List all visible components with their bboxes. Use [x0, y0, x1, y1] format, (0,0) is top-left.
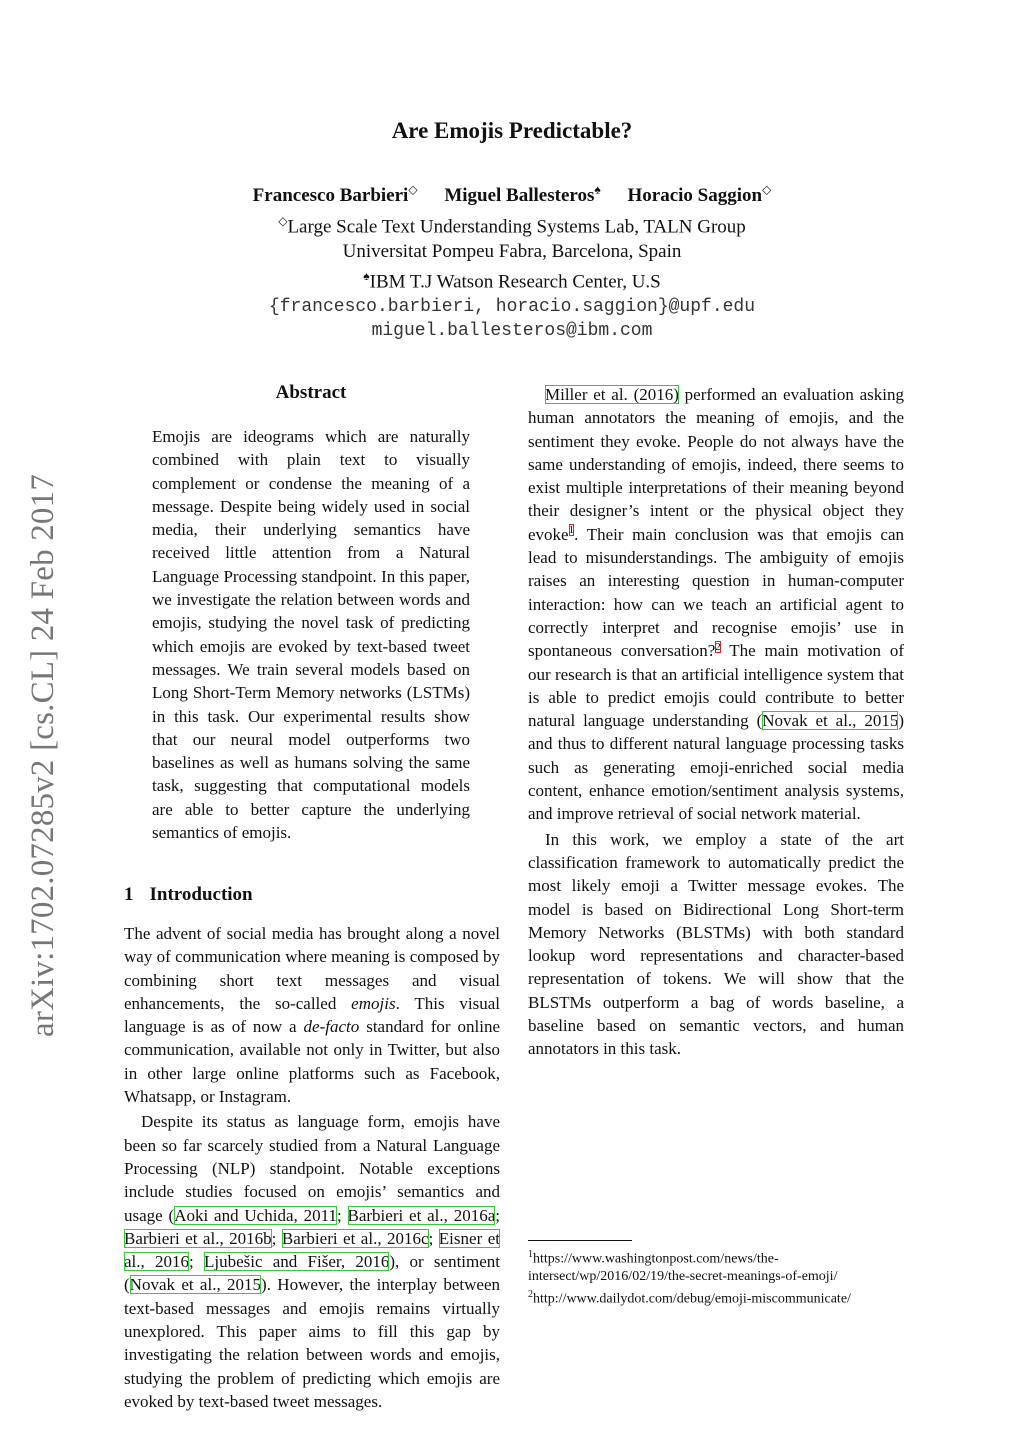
intro-paragraph-2: Despite its status as language form, emojis have been so far scarcely studied from a Natural Language Processing (NLP) standpoint. Notable exceptions include studies focused on emojis’ semantics and usage (Aoki and Uchida, 2011; Barbieri et al., 2016a; Barbieri et al., 2016b; Barbieri et al., 2016c; Eisner et al., 2016; Ljubešic and Fišer, 2016), or sentiment (Novak et al., 2015). However, the interplay between text-based messages and emojis remains virtually unexplored. This paper aims to fill this gap by investigating the relation between words and emojis, studying the problem of predicting which emojis are evoked by text-based tweet messages.	[124, 1112, 501, 1411]
paper-title: Are Emojis Predictable?	[391, 118, 633, 143]
citation-link[interactable]: Barbieri et al., 2016a	[347, 1205, 496, 1225]
intro-paragraph-3: Miller et al. (2016) performed an evaluation asking human annotators the meaning of emojis, and the sentiment they evoke. People do not always have the same understanding of emojis, indeed, there seems to exist multiple interpretations of their meaning beyond their designer’s intent or the physical object they evoke$^1$. Their main conclusion was that emojis can lead to misunderstandings. The ambiguity of emojis raises an interesting question in human-computer interaction: how can we teach an artificial agent to correctly interpret and recognise emojis’ use in spontaneous conversation?$^2$ The main motivation of our research is that an artificial intelligence system that is able to predict emojis could contribute to better natural language understanding (Novak et al., 2015) and thus to different natural language processing tasks such as generating emoji-enriched social media content, enhance emotion/sentiment analysis systems, and improve retrieval of social network material.	[528, 385, 905, 824]
footnote-link[interactable]: 2	[715, 640, 721, 653]
citation-link[interactable]: Barbieri et al., 2016b	[124, 1228, 272, 1248]
citation-link[interactable]: Aoki and Uchida, 2011	[174, 1205, 337, 1225]
citation-link[interactable]: Miller et al. (2016)	[545, 385, 679, 404]
author: Francesco Barbieri◇	[252, 183, 418, 207]
email-ibm: miguel.ballesteros@ibm.com	[371, 321, 653, 342]
intro-right-column	[528, 383, 904, 1061]
abstract-text: Emojis are ideograms which are naturally combined with plain text to visually complement or condense the meaning of a message. Despite being widely used in social media, their underlying semantics have received little attention from a Natural Language Processing standpoint. In this paper, we investigate the relation between words and emojis, studying the novel task of predicting which emojis are evoked by text-based tweet messages. We train several models based on Long Short-Term Memory networks (LSTMs) in this task. Our experimental results show that our neural model outperforms two baselines as well as humans solving the same task, suggesting that computational models are able to better capture the underlying semantics of emojis.	[152, 427, 470, 843]
author-names	[0, 178, 1024, 209]
affiliation-1-location: Universitat Pompeu Fabra, Barcelona, Spain	[342, 240, 682, 262]
author-block	[0, 178, 1024, 344]
citation-link[interactable]: Eisner et al., 2016	[124, 1228, 500, 1272]
author: Horacio Saggion◇	[627, 183, 772, 207]
footnotes	[528, 1246, 908, 1308]
footnote-divider	[528, 1240, 632, 1241]
citation-link[interactable]: Ljubešic and Fišer, 2016	[203, 1252, 390, 1272]
footnote-url[interactable]: http://www.dailydot.com/debug/emoji-miscommunicate/	[533, 1291, 851, 1307]
affiliation-1: ◇Large Scale Text Understanding Systems Lab, TALN Group	[278, 213, 746, 238]
footnote-link[interactable]: 1	[568, 524, 575, 537]
abstract-heading: Abstract	[275, 382, 347, 403]
intro-left-column	[124, 922, 500, 1413]
footnote-2: $^2$http://www.dailydot.com/debug/emoji-miscommunicate/	[528, 1288, 851, 1307]
section-heading-introduction: 1 Introduction	[124, 884, 253, 905]
footnote-1: $^1$https://www.washingtonpost.com/news/the-intersect/wp/2016/02/19/the-secret-meanings-of-emoji/	[528, 1249, 838, 1285]
arxiv-identifier: arXiv:1702.07285v2 [cs.CL] 24 Feb 2017	[25, 473, 62, 1037]
footnote-url[interactable]: https://www.washingtonpost.com/news/the-intersect/wp/2016/02/19/the-secret-meanings-of-emoji/	[528, 1251, 838, 1285]
citation-link[interactable]: Novak et al., 2015	[129, 1275, 262, 1295]
citation-link[interactable]: Barbieri et al., 2016c	[281, 1228, 429, 1248]
affiliation-2: ♠IBM T.J Watson Research Center, U.S	[363, 269, 661, 293]
intro-paragraph-1: The advent of social media has brought along a novel way of communication where meaning is composed by combining short text messages and visual enhancements, the so-called emojis. This visual language is as of now a de-facto standard for online communication, available not only in Twitter, but also in other large online platforms such as Facebook, Whatsapp, or Instagram.	[124, 924, 501, 1107]
citation-link[interactable]: Novak et al., 2015	[762, 711, 899, 731]
author: Miguel Ballesteros♠	[444, 183, 601, 207]
intro-paragraph-4: In this work, we employ a state of the art classification framework to automatically predict the most likely emoji a Twitter message evokes. The model is based on Bidirectional Long Short-term Memory Networks (BLSTMs) with both standard lookup word representations and character-based representation of tokens. We will show that the BLSTMs outperform a bag of words baseline, a baseline based on semantic vectors, and human annotators in this task.	[528, 829, 904, 1059]
email-upf: {francesco.barbieri, horacio.saggion}@upf.edu	[268, 296, 756, 317]
